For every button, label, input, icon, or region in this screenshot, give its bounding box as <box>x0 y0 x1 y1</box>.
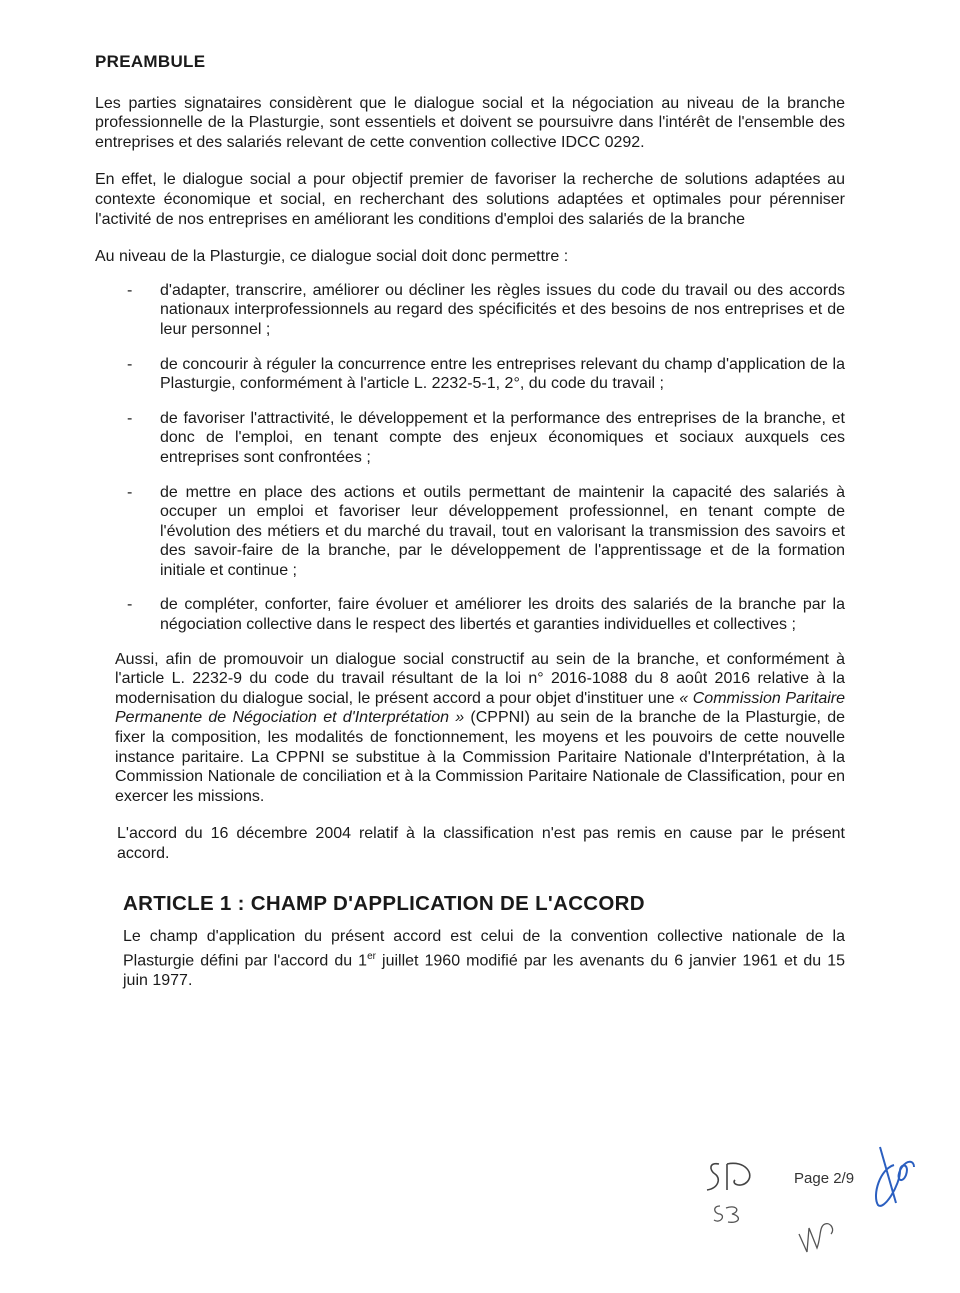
list-item <box>95 409 845 468</box>
commission-name: « Commission Paritaire Permanente de Négociation et d'Interprétation » <box>115 689 845 727</box>
paragraph: Les parties signataires considèrent que le dialogue social et la négociation au niveau de la branche professionnelle de la Plasturgie, sont essentiels et doivent se poursuivre dans l'intérêt de l'ensemble des entreprises et des salariés relevant de cette convention collective IDCC 0292. <box>95 94 845 151</box>
bullet-dash: - <box>127 483 133 501</box>
preamble-heading: PREAMBULE <box>95 52 206 71</box>
text: Le champ d'application du présent accord est celui de la convention collective nationale de la Plasturgie défini par l'accord du 1 <box>123 928 845 970</box>
list-item-text: de compléter, conforter, faire évoluer et améliorer les droits des salariés de la branche par la négociation collective dans le respect des libertés et garanties individuelles et collectives ; <box>160 596 845 634</box>
document-page <box>95 52 845 990</box>
paragraph: En effet, le dialogue social a pour objectif premier de favoriser la recherche de solutions adaptées au contexte économique et social, en recherchant des solutions adaptées et optimales pour pérenniser l'activité de nos entreprises en améliorant les conditions d'emploi des salariés de la branche <box>95 171 845 228</box>
list-item-text: de concourir à réguler la concurrence entre les entreprises relevant du champ d'application de la Plasturgie, conformément à l'article L. 2232-5-1, 2°, du code du travail ; <box>160 355 845 393</box>
text: Aussi, afin de promouvoir un dialogue social constructif au sein de la branche, et conformément à l'article L. 2232-9 du code du travail résultant de la loi n° 2016-1088 du 8 août 2016 relative à la modernisation du dialogue social, le présent accord a pour objet d'instituer une <box>115 650 845 707</box>
bullet-dash: - <box>127 355 133 373</box>
text: (CPPNI) au sein de la branche de la Plasturgie, de fixer la composition, les modalités de fonctionnement, les moyens et les pouvoirs de cette nouvelle instance paritaire. La CPPNI se substitue à la Commission Paritaire Nationale d'Interprétation, à la Commission Nationale de conciliation et à la Commission Paritaire Nationale de Classification, pour en exercer les missions. <box>115 709 845 805</box>
list-item <box>95 595 845 634</box>
article-heading: ARTICLE 1 : CHAMP D'APPLICATION DE L'ACCORD <box>123 891 645 915</box>
initials-signature-sd <box>705 1160 765 1196</box>
list-item <box>95 483 845 581</box>
bullet-list <box>95 281 845 635</box>
initials-signature-ng <box>795 1218 839 1254</box>
list-item <box>95 281 845 340</box>
initials-signature-sb <box>710 1202 746 1226</box>
paragraph: L'accord du 16 décembre 2004 relatif à la classification n'est pas remis en cause par le présent accord. <box>117 825 845 862</box>
initials-signature-jp <box>870 1145 920 1210</box>
page-number: Page 2/9 <box>794 1170 855 1187</box>
bullet-dash: - <box>127 409 133 427</box>
paragraph: Au niveau de la Plasturgie, ce dialogue social doit donc permettre : <box>95 248 569 266</box>
list-item <box>95 355 845 394</box>
list-item-text: d'adapter, transcrire, améliorer ou décliner les règles issues du code du travail ou des accords nationaux interprofessionnels au regard des spécificités et des besoins de nos entreprises et de leur personnel ; <box>160 281 845 338</box>
page-footer <box>690 1130 960 1260</box>
paragraph <box>123 927 845 990</box>
text: juillet 1960 modifié par les avenants du 6 janvier 1961 et du 15 juin 1977. <box>123 952 846 989</box>
bullet-dash: - <box>127 596 133 614</box>
list-item-text: de favoriser l'attractivité, le développement et la performance des entreprises de la branche, et donc de l'emploi, en tenant compte des enjeux économiques et sociaux auxquels ces entreprises sont confrontées ; <box>160 409 845 466</box>
paragraph <box>115 650 845 807</box>
bullet-dash: - <box>127 281 133 299</box>
list-item-text: de mettre en place des actions et outils permettant de maintenir la capacité des salariés à occuper un emploi et favoriser leur développement professionnel, en tenant compte de l'évolution des métiers et du marché du travail, tout en valorisant la transmission des savoirs et des savoir-faire de la branche, par le développement de l'apprentissage et de la formation initiale et continue ; <box>160 483 845 579</box>
superscript: er <box>367 950 376 962</box>
